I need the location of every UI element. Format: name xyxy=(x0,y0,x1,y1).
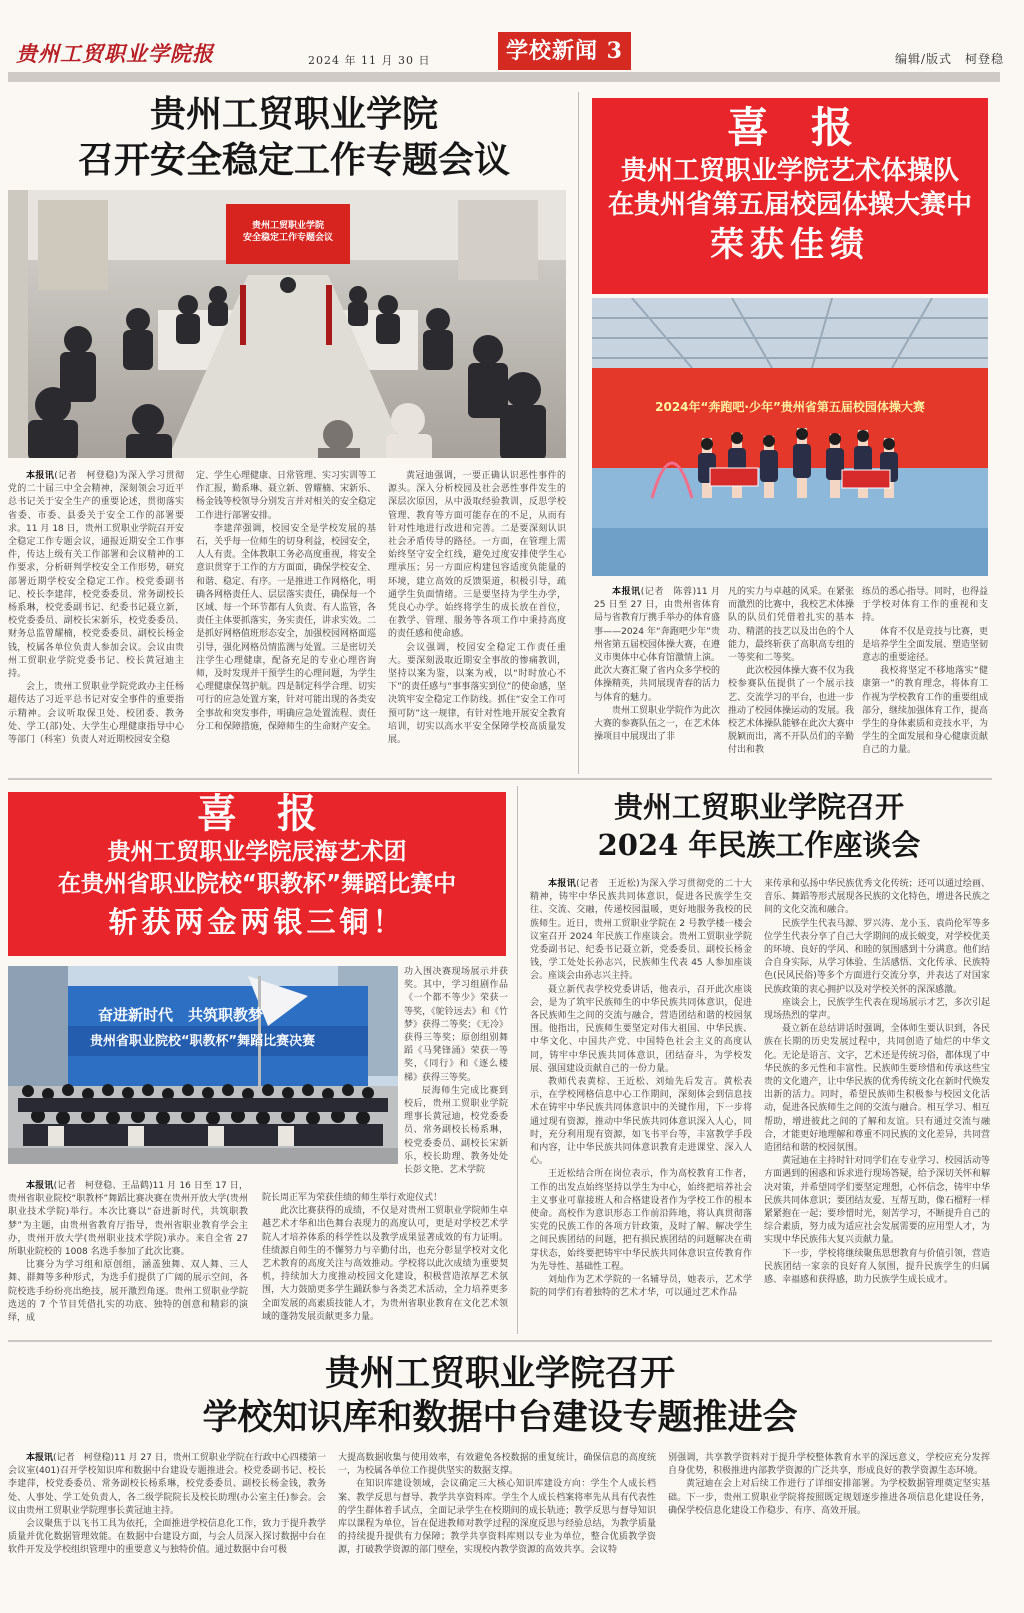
article3-dance-team-photo xyxy=(8,966,398,1164)
divider-horizontal-bottom xyxy=(8,1340,992,1342)
article4-headline xyxy=(528,788,990,864)
article3-red-banner xyxy=(8,792,506,956)
article2-col2: 凡的实力与卓越的风采。在紧张而激烈的比赛中，我校艺术体操队的队员们凭借着扎实的基本功、精湛的技艺以及出色的个人能力，最终斩获了高职高专组的一等奖和二等奖。 此次校园体操大赛不仅为我校参赛队伍提供了一个展示技艺、交流学习的平台，也进一步推动了校园体操运动的发展。我校艺术体操队能够在此次大赛中脱颖而出，离不开队员们的辛勤付出和教 xyxy=(728,587,854,756)
article3-subhead-3: 斩获两金两银三铜！ xyxy=(108,905,406,939)
article1-title-line1: 贵州工贸职业学院 xyxy=(149,94,438,135)
article5-headline xyxy=(8,1352,992,1440)
divider-vertical-mid xyxy=(517,786,518,1334)
article2-subhead-2: 在贵州省第五届校园体操大赛中 xyxy=(607,190,972,220)
gymnastics-banner-text: 2024年“奔跑吧·少年”贵州省第五届校园体操大赛 xyxy=(655,400,925,414)
article2-col1: 本报讯(记者 陈蓉)11 月 25 日至 27 日，由贵州省体育局与省教育厅携手举办的体育盛事——2024 年“奔跑吧少年”贵州省第五届校园体操大赛，在遵义市奥体中心体育馆激情上演。此次大赛汇聚了省内众多学校的体操精英，共同展现青春的活力与体育的魅力。 贵州工贸职业学院作为此次大赛的参赛队伍之一，在艺术体操项目中展现出了非 xyxy=(594,587,720,743)
article5-title-line1: 贵州工贸职业学院召开 xyxy=(324,1354,675,1394)
paper-name: 贵州工贸职业学院报 xyxy=(16,41,214,66)
dance-banner-line1: 奋进新时代 共筑职教梦 xyxy=(98,1006,264,1024)
article1-headline xyxy=(20,92,568,184)
article2-col3: 练员的悉心指导。同时，也得益于学校对体育工作的重视和支持。 体育不仅是竞技与比赛，更是培养学生全面发展、塑造坚韧意志的重要途径。 我校将坚定不移地落实“健康第一”的教育理念，将体育工作视为学校教育工作的重要组成部分，继续加强体育工作，提高学生的身体素质和竞技水平，为学生的全面发展和身心健康贡献自己的力量。 xyxy=(862,587,988,756)
article1-col2: 定、学生心理健康、日常管理、实习实训等工作汇报，勤系琳、聂立新、曾耀楠、宋新乐、杨金钱等校领导分别发言并对相关的安全稳定工作进行部署安排。 李建萍强调，校园安全是学校发展的基石，关乎每一位师生的切身利益，校园安全，人人有责。全体教职工务必高度重视，将安全意识贯穿于工作的方方面面，确保学校安全、和谐、稳定、有序。一是推进工作网格化，明确各网格责任人、层层落实责任，确保每一个区域、每一个环节都有人负责、有人监管，各责任主体要抓落实，务实责任，讲求实效。二是抓好网格值班形态安全，加强校园网格面巡引导，强化网格员情监测与处置。三是密切关注学生心理健康，配备充足的专业心理咨询师，及时发现并干预学生的心理问题，为学生心理健康保驾护航。四是制定科学合理、切实可行的应急处置方案，针对可能出现的各类安全事故和突发事件，明确应急处置流程、责任分工和保障措施，保障师生的生命财产安全。 xyxy=(196,471,376,732)
divider-vertical-top xyxy=(578,92,579,774)
gymnastics-photo-svg xyxy=(592,298,988,576)
article3-subhead-2: 在贵州省职业院校“职教杯”舞蹈比赛中 xyxy=(57,871,457,897)
article2-red-banner xyxy=(592,98,988,294)
masthead xyxy=(10,32,1014,68)
article3-col2: 院长周正军为荣获佳绩的师生举行欢迎仪式！ 此次比赛获得的成绩，不仅是对贵州工贸职业学院师生卓越艺术才华和出色舞台表现力的高度认可，更是对学校艺术学院人才培养体系的科学性以及教学成果显著成效的有力证明。佳绩源自师生的不懈努力与辛勤付出，也充分彰显学校对文化艺术教育的高度关注与高效推动。学校将以此次成绩为重要契机，持续加大力度推动校园文化建设，积极营造浓厚艺术氛围，大力鼓励更多学生踊跃参与各类艺术活动，全力培养更多全面发展的高素质技能人才，为贵州省职业教育在文化艺术领域的蓬勃发展贡献更多力量。 xyxy=(262,1193,508,1322)
issue-date: 2024 年 11 月 30 日 xyxy=(308,54,431,67)
article1-meeting-photo xyxy=(8,190,566,458)
article1-col3: 黄冠迪强调，一要正确认识恶性事件的源头。深入分析校园及社会恶性事件发生的深层次原因，从中汲取经验教训，反思学校管理、教育等方面可能存在的不足，从而有针对性地进行改进和完善。二是要深刻认识社会矛盾传导的路径。一方面，在管理上需始终坚守安全红线，避免过度安排使学生心理承压；另一方面应构建包容适度负能量的环境，建立高效的反馈渠道，积极引导，疏通学生负面情绪。三是要坚持为学生办学，凭良心办学。始终将学生的成长放在首位，在教学、管理、服务等各项工作中秉持高度的责任感和使命感。 会议强调，校园安全稳定工作责任重大。要深刻汲取近期安全事故的惨痛教训，坚持以案为鉴，以案为戒，以“时时放心不下”的责任感与“事事落实到位”的使命感，坚决筑牢安全稳定工作防线。抓住“安全工作可预可防”这一规律，有针对性地开展安全教育培训，切实以高水平安全保障学校高质量发展。 xyxy=(388,471,566,746)
article5-col3: 别强调，共享教学资料对于提升学校整体教育水平的深远意义，学校应充分发挥自身优势，积极推进内部教学资源的广泛共享，形成良好的教学资源生态环境。 黄冠迪在会上对后续工作进行了详细安排部署。为学校数据管理奠定坚实基础。下一步，贵州工贸职业学院将按照既定规划逐步推进各项信息化建设任务，确保学校信息化建设工作稳步、有序、高效开展。 xyxy=(668,1453,990,1516)
article3-col1: 本报讯(记者 柯登稳、王品鹤)11 月 16 日至 17 日，贵州省职业院校“职教杯”舞蹈比赛决赛在贵州开放大学(贵州职业技术学院)举行。本次比赛以“奋进新时代，共筑职教梦”为主题，由贵州省教育厅指导，贵州省职业教育学会主办，贵州开放大学(贵州职业技术学院)承办。来自全省 27 所职业院校的 1008 名选手参加了此次比赛。 比赛分为学习组和原创组，涵盖独舞、双人舞、三人舞、群舞等多种形式，为选手们提供了广阔的展示空间，各院校选手纷纷亮出绝技，展开激烈角逐。贵州工贸职业学院选送的 7 个节目凭借扎实的功底、独特的创意和精彩的演绎，成 xyxy=(8,1181,248,1324)
editor-credit: 编辑/版式 柯登稳 xyxy=(894,52,1004,66)
article3-heading: 喜 报 xyxy=(197,791,317,837)
divider-horizontal-mid xyxy=(8,778,992,780)
article5-col1: 本报讯(记者 柯登稳)11 月 27 日，贵州工贸职业学院在行政中心四楼第一会议室(401)召开学校知识库和数据中台建设专题推进会。校党委副书记、校长李建萍，校党委委员、常务副校长杨系琳，校党委委员、副校长杨金钱，教务处、人事处、学工处负责人，各二级学院院长及校长助理(办公室主任)参会。会议由贵州工贸职业学院理事长黄冠迪主持。 会议聚焦于以飞书工具为依托，全面推进学校信息化工作，致力于提升教学质量并优化数据管理效能。在数据中台建设方面，与会人员深入探讨数据中台在软件开发及学校组织管理中的重要意义与独特价值。通过数据中台可极 xyxy=(8,1453,326,1556)
top-rule xyxy=(8,72,1000,82)
article2-subhead-3: 荣获佳绩 xyxy=(710,225,870,265)
article4-col1: 本报讯(记者 王近松)为深入学习贯彻党的二十大精神，铸牢中华民族共同体意识，促进各民族学生交往、交流、交融，传递校园温暖，更好地服务我校的民族师生。近日，贵州工贸职业学院在 2 号教学楼一楼会议室召开 2024 年民族工作座谈会。贵州工贸职业学院党委副书记、纪委书记聂立新，党委委员、副校长杨金钱，学工处处长孙志兴，民族师生代表 45 人参加座谈会。座谈会由孙志兴主持。 聂立新代表学校党委讲话，他表示，召开此次座谈会，是为了筑牢民族师生的中华民族共同体意识，促进各民族师生之间的交流与融合，营造团结和谐的校园氛围。他指出，民族师生要坚定对伟大祖国、中华民族、中华文化、中国共产党、中国特色社会主义的高度认同，铸牢中华民族共同体意识，团结奋斗，为学校发展、强国建设贡献自己的一份力量。 教师代表黄棕、王近松、刘灿先后发言。黄松表示，在学校网格信息中心工作期间，深刻体会到信息技术在铸牢中华民族共同体意识中的关键作用，下一步将通过现有资源，推动中华民族共同体意识深入人心，同时，充分利用现有资源，如飞书平台等，丰富教学手段和内容，让中华民族共同体意识教育走进课堂、深入人心。 王近松结合所在岗位表示，作为高校教育工作者，工作的出发点始终坚持以学生为中心，始终把培养社会主义事业可靠接班人和合格建设者作为学校工作的根本使命。高校作为意识形态工作前沿阵地，将认真贯彻落实党的民族工作的各项方针政策，及时了解、解决学生之间民族团结的问题，把有损民族团结的问题解决在萌芽状态，始终要把铸牢中华民族共同体意识宣传教育作为先导性、基础性工程。 刘灿作为艺术学院的一名辅导员，她表示，艺术学院的同学们有着独特的艺术才华，可以通过艺术作品 xyxy=(530,879,752,1299)
article5-col2: 大提高数据收集与使用效率，有效避免各校数据的重复统计，确保信息的高度统一，为校属各单位工作提供坚实的数据支撑。 在知识库建设领域，会议确定三大核心知识库建设方向：学生个人成长档案、教学反思与督导、教学共享资料库。学生个人成长档案将率先从具有代表性的学生群体着手试点，全面记录学生在校期间的成长轨迹；教学反思与督导知识库以课程为单位，旨在促进教师对教学过程的深度反思与经验总结，为教学质量的持续提升提供有力保障；教学共享资料库则以专业为单位，整合优质教学资源，打破教学资源的部门壁垒，实现校内教学资源的高效共享。会议特 xyxy=(338,1453,656,1556)
meeting-banner-text: 贵州工贸职业学院 安全稳定工作专题会议 xyxy=(242,221,333,243)
article1-title-line2: 召开安全稳定工作专题会议 xyxy=(77,140,510,181)
article4-col2: 来传承和弘扬中华民族优秀文化传统；还可以通过绘画、音乐、舞蹈等形式展现各民族的文化特色，增进各民族之间的文化交流和融合。 民族学生代表马源、罗兴涛、龙小玉、袁尚伦军等多位学生代表分享了自己大学期间的成长蜕变，对学校优美的环境、良好的学风、和睦的氛围感到十分满意。他们结合自身实际，从学习体验、生活感悟、文化传承、民族特色(民风民俗)等多个方面进行交流分享，并表达了对国家民族政策的衷心拥护以及对学校关怀的深深感激。 座谈会上，民族学生代表在现场展示才艺，多次引起现场热烈的掌声。 聂立新在总结讲话时强调，全体师生要认识到，各民族在长期的历史发展过程中，共同创造了灿烂的中华文化。无论是语言、文字，艺术还是传统习俗，都体现了中华民族的多元性和丰富性。民族师生要珍惜和传承这些宝贵的文化遗产，让中华民族的优秀传统文化在新时代焕发出新的活力。同时，希望民族师生积极参与校园文化活动，促进各民族师生之间的交流与融合。相互学习、相互帮助，增进彼此之间的了解和友谊。只有通过交流与融合，才能更好地理解和尊重不同民族的文化差异，共同营造团结和谐的校园氛围。 黄冠迪在主持时针对同学们在专业学习、校园活动等方面遇到的困惑和诉求进行现场答疑，给予深切关怀和解决对策，并希望同学们要坚定理想，心怀信念，铸牢中华民族共同体意识；要团结友爱、互帮互助，像石榴籽一样紧紧抱在一起；要珍惜时光，刻苦学习，不断提升自己的综合素质，努力成为适应社会发展需要的应用型人才，为实现中华民族伟大复兴贡献力量。 下一步，学校将继续聚焦思想教育与价值引领，营造民族团结一家亲的良好育人氛围，提升民族学生的归属感、幸福感和获得感，助力民族学生成长成才。 xyxy=(764,879,990,1286)
dance-banner-line2: 贵州省职业院校“职教杯”舞蹈比赛决赛 xyxy=(90,1034,316,1049)
article3-subhead-1: 贵州工贸职业学院辰海艺术团 xyxy=(107,839,407,865)
article5-title-line2: 学校知识库和数据中台建设专题推进会 xyxy=(202,1398,798,1438)
dance-photo-svg xyxy=(8,966,398,1164)
section-label: 学校新闻 3 xyxy=(498,32,631,70)
article1-col1: 本报讯(记者 柯登稳)为深入学习贯彻党的二十届三中全会精神，深刻领会习近平总书记关于安全生产的重要论述，贯彻落实省委、市委、县委关于安全工作的部署要求。11 月 18 日，贵州工贸职业学院召开安全稳定工作专题会议，通报近期安全工作事件，传达上级有关工作部署和会议精神的工作要求，分析研判学校安全工作形势，研究部署近期学校安全稳定工作。校党委副书记、校长李建萍，校党委委员、常务副校长杨系琳，校党委副书记、纪委书记聂立新，校党委委员、副校长宋新乐，校党委委员、财务总监曾耀楠，校党委委员、副校长杨金钱，校属各单位负责人参加会议。会议由贵州工贸职业学院党委书记、校长黄冠迪主持。 会上，贵州工贸职业学院党政办主任杨超传达了习近平总书记对安全事件的重要指示精神。会议听取保卫处、校团委、教务处、学工(部)处、大学生心理健康指导中心等部门（科室）负责人对近期校园安全稳 xyxy=(8,471,184,746)
article4-title-line2: 2024 年民族工作座谈会 xyxy=(597,828,921,862)
article2-subhead-1: 贵州工贸职业学院艺术体操队 xyxy=(620,156,959,186)
article3-side-col: 功入围决赛现场展示并获奖。其中，学习组剧作品《一个都不等少》荣获一等奖，《鸵铃远去》和《竹梦》获得二等奖；《无冷》获得三等奖；原创组别舞蹈《马凳锋涌》荣获一等奖，《同行》和《逐么楼梯》获得三等奖。 辰海师生完成比赛到校后，贵州工贸职业学院理事长黄冠迪，校党委委员、常务副校长杨系琳，校党委委员、副校长宋新乐，校长助理、教务处处长彭文艳、艺术学院 xyxy=(404,967,508,1176)
article2-gymnastics-photo xyxy=(592,298,988,576)
article2-heading: 喜 报 xyxy=(726,103,853,152)
article4-title-line1: 贵州工贸职业学院召开 xyxy=(613,790,904,824)
